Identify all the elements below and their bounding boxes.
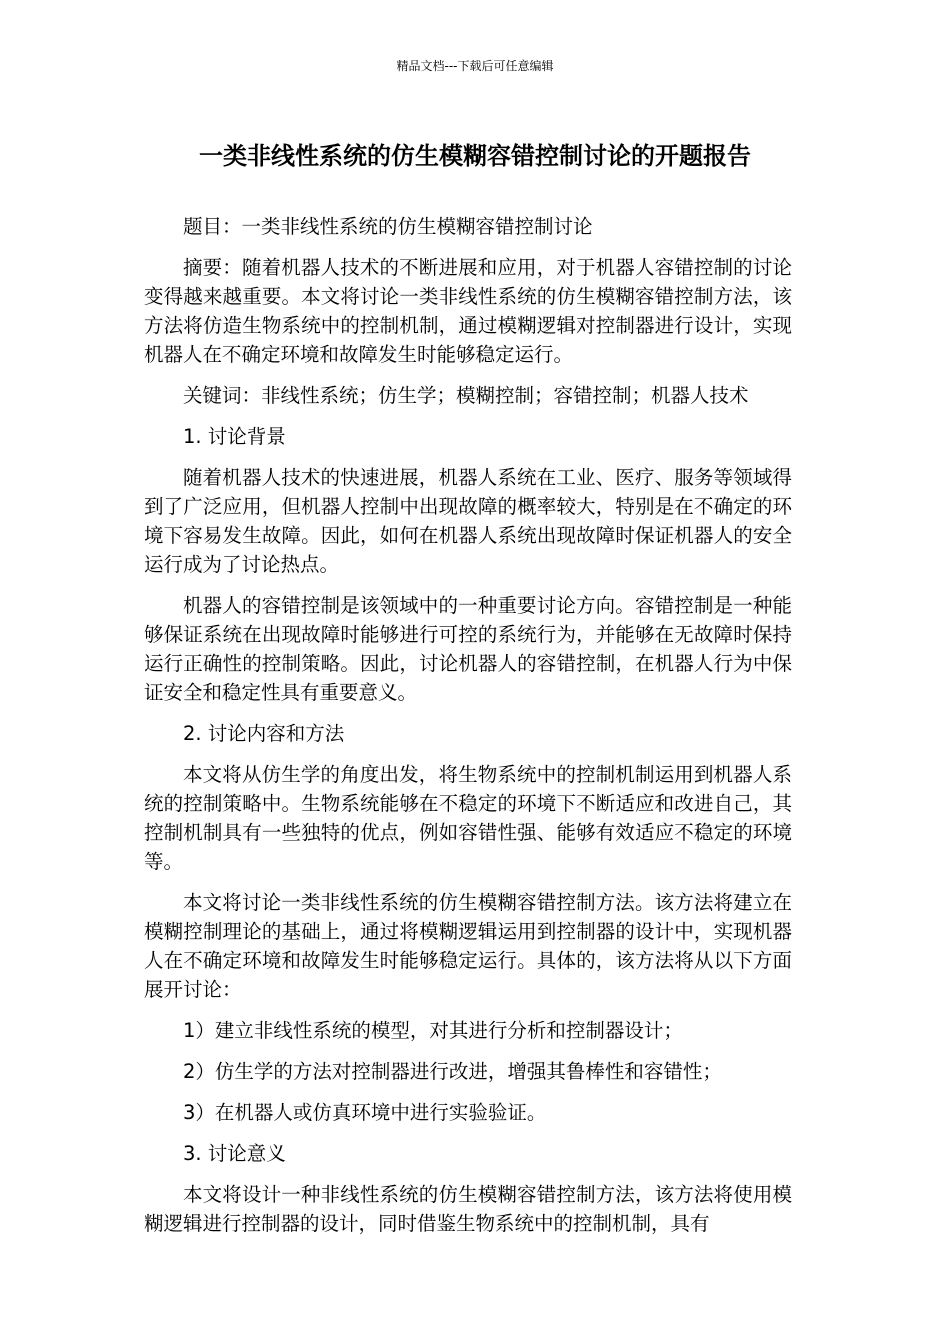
section-heading-significance: 3. 讨论意义	[183, 1142, 286, 1165]
section-heading-content-method: 2. 讨论内容和方法	[183, 722, 345, 745]
section-heading-background: 1. 讨论背景	[183, 425, 286, 448]
abstract-paragraph: 摘要：随着机器人技术的不断进展和应用，对于机器人容错控制的讨论变得越来越重要。本文将讨论一类非线性系统的仿生模糊容错控制方法，该方法将仿造生物系统中的控制机制，通过模糊逻辑对控制器进行设计，实现机器人在不确定环境和故障发生时能够稳定运行。	[144, 256, 792, 366]
significance-paragraph-1: 本文将设计一种非线性系统的仿生模糊容错控制方法，该方法将使用模糊逻辑进行控制器的设计，同时借鉴生物系统中的控制机制，具有	[144, 1183, 792, 1235]
topic-line: 题目：一类非线性系统的仿生模糊容错控制讨论	[183, 215, 593, 238]
list-item: 1）建立非线性系统的模型，对其进行分析和控制器设计；	[183, 1019, 683, 1042]
document-body	[144, 212, 792, 1250]
keywords-line: 关键词：非线性系统；仿生学；模糊控制；容错控制；机器人技术	[183, 384, 749, 407]
content-paragraph-2: 本文将讨论一类非线性系统的仿生模糊容错控制方法。该方法将建立在模糊控制理论的基础上，通过将模糊逻辑运用到控制器的设计中，实现机器人在不确定环境和故障发生时能够稳定运行。具体的，该方法将从以下方面展开讨论：	[144, 891, 792, 1001]
background-paragraph-2: 机器人的容错控制是该领域中的一种重要讨论方向。容错控制是一种能够保证系统在出现故障时能够进行可控的系统行为，并能够在无故障时保持运行正确性的控制策略。因此，讨论机器人的容错控制，在机器人行为中保证安全和稳定性具有重要意义。	[144, 594, 792, 704]
header-note: 精品文档---下载后可任意编辑	[396, 59, 554, 73]
list-item: 3）在机器人或仿真环境中进行实验验证。	[183, 1101, 547, 1124]
document-title: 一类非线性系统的仿生模糊容错控制讨论的开题报告	[199, 142, 751, 170]
background-paragraph-1: 随着机器人技术的快速进展，机器人系统在工业、医疗、服务等领域得到了广泛应用，但机器人控制中出现故障的概率较大，特别是在不确定的环境下容易发生故障。因此，如何在机器人系统出现故障时保证机器人的安全运行成为了讨论热点。	[144, 466, 792, 576]
content-paragraph-1: 本文将从仿生学的角度出发，将生物系统中的控制机制运用到机器人系统的控制策略中。生物系统能够在不稳定的环境下不断适应和改进自己，其控制机制具有一些独特的优点，例如容错性强、能够有效适应不稳定的环境等。	[144, 763, 792, 873]
list-item: 2）仿生学的方法对控制器进行改进，增强其鲁棒性和容错性；	[183, 1060, 722, 1083]
